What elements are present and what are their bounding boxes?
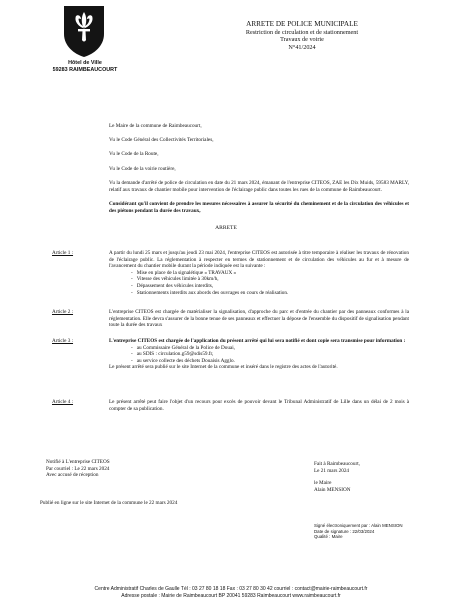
article-3-outro: Le présent arrêté sera publié sur le site Internet de la commune et inséré dans le registre des actes de l'autorité. xyxy=(109,364,338,371)
article-2-body: L'entreprise CITEOS est chargée de matérialiser la signalisation, d'approche du parc et d'entrée du chantier par des panneaux conformes à la réglementation. Elle devra s'assurer de la bonne tenue de ses panneaux et effectuer la dépose de l'ensemble du dispositif de signalisation pendant toute la durée des travaux xyxy=(109,309,409,329)
preamble-demande: Vu la demande d'arrêté de police de circulation en date du 21 mars 2024, émanant de l'entreprise CITEOS, ZAE les Dix Muids, 59583 MARLY, relatif aux travaux de chantier mobile pour intervention de l'éclairage public dans toutes les rues de la commune de Raimbeaucourt. xyxy=(109,180,409,193)
article-3-intro: L'entreprise CITEOS est chargée de l'application du présent arrêté qui lui sera notifié et dont copie sera transmise pour information : xyxy=(109,338,406,344)
town-postcode-line: 59283 RAIMBEAUCOURT xyxy=(52,67,118,73)
signature-role: le Maire xyxy=(314,480,332,487)
decree-number: N°41/2024 xyxy=(288,44,316,52)
footer-contact: Centre Administratif Charles de Gaulle Tél : 03 27 80 18 18 Fax : 03 27 80 30 42 courriel : contact@mairie-raimbeaucourt.fr xyxy=(94,586,368,592)
publication-note: Publié en ligne sur le site Internet de la commune le 22 mars 2024 xyxy=(40,500,178,506)
article-1-label: Article 1 : xyxy=(52,250,74,256)
notification-line: Par courriel : Le 22 mars 2024 xyxy=(46,465,110,472)
decree-subject: Travaux de voirie xyxy=(280,36,324,44)
preamble-cgct: Vu le Code Général des Collectivités Territoriales, xyxy=(109,137,214,143)
list-item: - Mise en place de la signalétique « TRAVAUX » xyxy=(139,270,409,277)
preamble-code-route: Vu le Code de la Route, xyxy=(109,151,159,157)
preamble-mayor: Le Maire de la commune de Raimbeaucourt, xyxy=(109,123,202,129)
list-item: - Dépassement des véhicules interdits, xyxy=(139,283,409,290)
list-item: - au service collecte des déchets Douaisis Agglo. xyxy=(139,358,409,365)
town-crest-logo xyxy=(61,4,107,58)
list-item: - Vitesse des véhicules limitée à 30km/h, xyxy=(139,276,409,283)
article-1-intro: A partir du lundi 25 mars et jusqu'au jeudi 23 mai 2024, l'entreprise CITEOS est autorisée à titre temporaire à réaliser les travaux de rénovation de l'éclairage public. La réglementation à respecter en termes de stationnement et de circulation des véhicules au fur et à mesure de l'avancement du chantier mobile durant la période indiquée est la suivante : xyxy=(109,250,409,270)
footer-address: Adresse postale : Mairie de Raimbeaucourt BP 20041 59283 Raimbeaucourt www.raimbeaucourt.fr xyxy=(121,593,341,599)
article-3-label: Article 3 : xyxy=(52,338,74,344)
notification-line: Notifié à L'entreprise CITEOS xyxy=(46,459,110,465)
arrete-heading: ARRETE xyxy=(215,225,237,231)
notification-block xyxy=(46,459,196,479)
signature-block xyxy=(314,461,424,493)
signature-date: Le 21 mars 2024 xyxy=(314,467,350,474)
preamble-considerant: Considérant qu'il convient de prendre les mesures nécessaires à assurer la sécurité du cheminement et de la circulation des véhicules et des piétons pendant la durée des travaux, xyxy=(109,201,409,214)
article-3-list xyxy=(109,345,409,365)
article-1-body xyxy=(109,250,409,296)
article-4-label: Article 4 : xyxy=(52,399,74,405)
article-3-body xyxy=(109,338,409,371)
town-hall-address xyxy=(40,60,130,74)
article-4-body: Le présent arrêté peut faire l'objet d'un recours pour excès de pouvoir devant le Tribunal Administratif de Lille dans un délai de 2 mois à compter de sa publication. xyxy=(109,399,409,412)
decree-heading xyxy=(224,20,380,52)
decree-title: ARRETE DE POLICE MUNICIPALE xyxy=(246,20,358,28)
electronic-signature-line: Date de signature : 22/03/2024 xyxy=(314,528,375,534)
electronic-signature-line: Qualité : Maire xyxy=(314,534,343,540)
town-hall-line: Hôtel de Ville xyxy=(68,60,102,66)
list-item: - Stationnements interdits aux abords des ouvrages en cours de réalisation. xyxy=(139,290,409,297)
list-item: - au SDIS : circulation.g59@sdis59.fr, xyxy=(139,351,409,358)
list-item: - au Commissaire Général de la Police de Douai, xyxy=(139,345,409,352)
signature-name: Alain MENSION xyxy=(314,486,351,493)
article-1-list xyxy=(109,270,409,296)
decree-subtitle: Restriction de circulation et de stationnement xyxy=(245,28,359,36)
electronic-signature-line: Signé électroniquement par : Alain MENSION xyxy=(314,523,403,528)
electronic-signature xyxy=(314,523,434,540)
article-2-label: Article 2 : xyxy=(52,309,74,315)
preamble-code-voirie: Vu le Code de la voirie routière, xyxy=(109,166,176,172)
signature-place: Fait à Raimbeaucourt, xyxy=(314,461,360,467)
notification-line: Avec accusé de réception xyxy=(46,472,99,479)
